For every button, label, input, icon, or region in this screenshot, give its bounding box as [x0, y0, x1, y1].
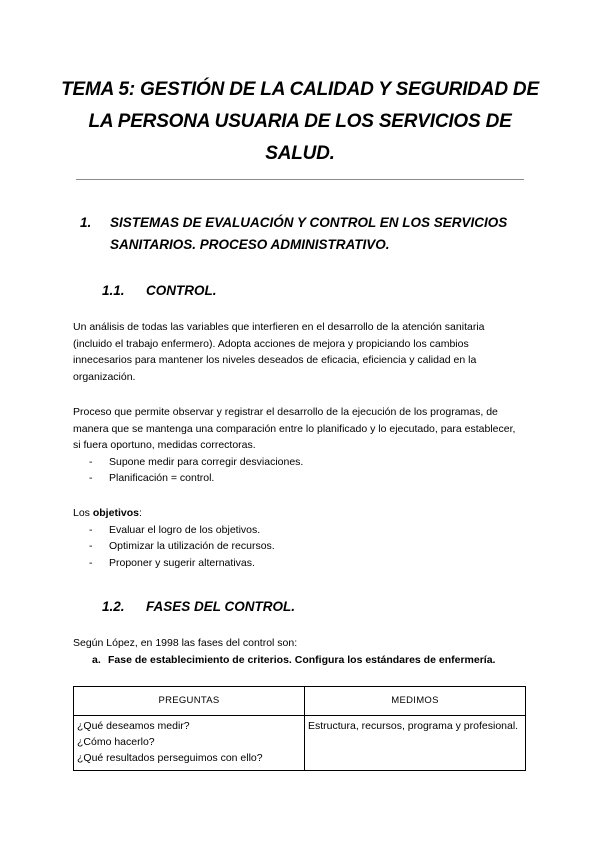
paragraph-control-definition: Un análisis de todas las variables que interfieren en el desarrollo de la atención sanitaria (incluido el trabajo enfermero). Adopta acciones de mejora y propiciando los cambios innecesarios para mantener los niveles deseados de eficacia, eficiencia y calidad en la organización. — [73, 321, 485, 383]
table-header-row — [74, 687, 526, 716]
list-item — [73, 470, 525, 487]
list-item-text: Optimizar la utilización de recursos. — [109, 540, 275, 552]
list-item-text: Proponer y sugerir alternativas. — [109, 556, 255, 569]
list-item — [73, 454, 525, 471]
phases-intro: Según López, en 1998 las fases del control son: — [73, 637, 298, 649]
criteria-table — [73, 686, 526, 771]
section-1-1-title: CONTROL. — [146, 283, 217, 298]
list-item — [73, 555, 525, 572]
question-line: ¿Qué resultados perseguimos con ello? — [77, 752, 263, 764]
objectives-word: objetivos — [92, 507, 139, 519]
table-cell-measures: Estructura, recursos, programa y profesional. — [305, 716, 526, 771]
question-line: ¿Qué deseamos medir? — [77, 720, 190, 732]
bullet-dash: - — [89, 472, 93, 484]
paragraph-control-process — [73, 404, 525, 487]
objectives-label — [73, 505, 525, 522]
list-item — [73, 522, 525, 539]
bullet-dash: - — [89, 556, 93, 569]
objectives-prefix: Los — [73, 507, 93, 519]
control-bullet-list — [73, 454, 525, 487]
table-cell-questions — [74, 716, 305, 771]
objectives-suffix: : — [138, 507, 142, 519]
objectives-block — [73, 505, 525, 571]
phase-a-letter: a. — [92, 654, 101, 666]
list-item-text: Planificación = control. — [109, 472, 215, 484]
list-item-text: Evaluar el logro de los objetivos. — [109, 523, 261, 536]
section-1-number: 1. — [80, 215, 92, 230]
phase-a-text: Fase de establecimiento de criterios. Configura los estándares de enfermería. — [108, 654, 496, 666]
table-row — [74, 716, 526, 771]
table-header-preguntas: PREGUNTAS — [74, 687, 305, 716]
bullet-dash: - — [89, 523, 93, 536]
section-1-title: SISTEMAS DE EVALUACIÓN Y CONTROL EN LOS SERVICIOS SANITARIOS. PROCESO ADMINISTRATIVO. — [110, 215, 508, 252]
list-item — [73, 538, 525, 555]
list-item-text: Supone medir para corregir desviaciones. — [109, 455, 304, 468]
section-1-1-number: 1.1. — [102, 283, 125, 298]
bullet-dash: - — [89, 540, 93, 552]
table-header-medimos: MEDIMOS — [305, 687, 526, 716]
objectives-bullet-list — [73, 522, 525, 572]
bullet-dash: - — [89, 455, 93, 468]
paragraph-control-process-text: Proceso que permite observar y registrar el desarrollo de la ejecución de los programas, de manera que se mantenga una comparación entre lo planificado y lo ejecutado, para establecer, si fuera oportuno, medidas correctoras. — [73, 406, 516, 451]
title-divider — [76, 179, 524, 180]
document-title: TEMA 5: GESTIÓN DE LA CALIDAD Y SEGURIDAD DE LA PERSONA USUARIA DE LOS SERVICIOS DE SALUD. — [61, 79, 539, 164]
section-1-2-title: FASES DEL CONTROL. — [146, 599, 296, 614]
question-line: ¿Cómo hacerlo? — [77, 736, 155, 748]
section-1-2-number: 1.2. — [102, 599, 125, 614]
